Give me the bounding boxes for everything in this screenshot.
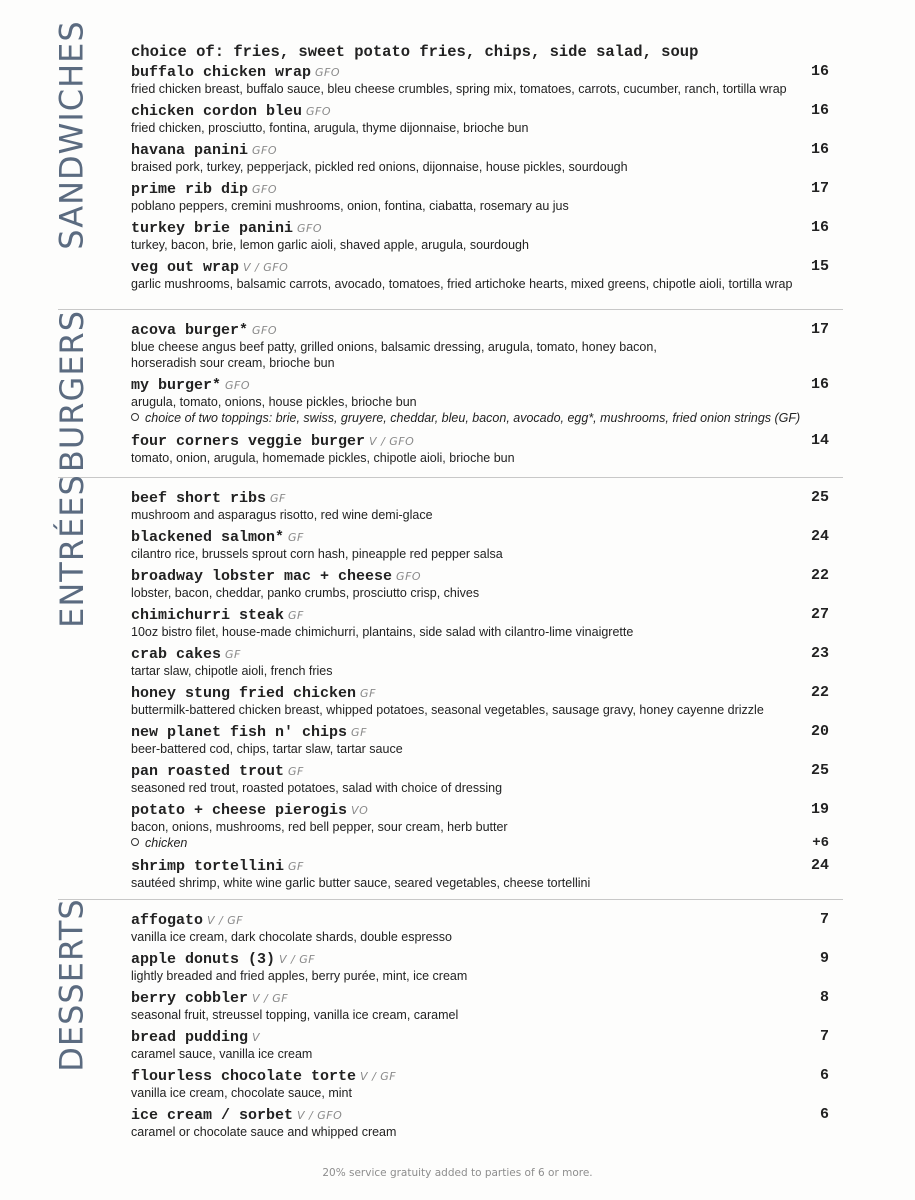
item-price: 16 — [810, 219, 829, 236]
item-name: potato + cheese pierogis — [131, 802, 348, 819]
diet-tag: GF — [288, 531, 304, 544]
item-list — [131, 488, 831, 895]
item-description: beer-battered cod, chips, tartar slaw, tartar sauce — [131, 742, 403, 756]
item-description: cilantro rice, brussels sprout corn hash, pineapple red pepper salsa — [131, 547, 503, 561]
item-description: 10oz bistro filet, house-made chimichurri, plantains, side salad with cilantro-lime vinaigrette — [131, 625, 634, 639]
section-divider — [58, 899, 843, 900]
menu-item — [131, 218, 831, 253]
diet-tag: V / GFO — [243, 261, 289, 274]
menu-item — [131, 140, 831, 175]
diet-tag: GF — [270, 492, 286, 505]
item-name: bread pudding — [131, 1029, 249, 1046]
diet-tag: VO — [351, 804, 369, 817]
menu-item — [131, 431, 831, 466]
item-description: poblano peppers, cremini mushrooms, onion, fontina, ciabatta, rosemary au jus — [131, 199, 569, 213]
item-name: havana panini — [131, 142, 249, 159]
section-title: SANDWICHES — [53, 20, 92, 250]
diet-tag: GF — [360, 687, 376, 700]
menu-item — [131, 856, 831, 891]
item-price: 25 — [810, 489, 829, 506]
item-description: caramel or chocolate sauce and whipped cream — [131, 1125, 397, 1139]
item-list — [131, 42, 831, 296]
item-description-cont: horseradish sour cream, brioche bun — [131, 356, 335, 370]
item-name: turkey brie panini — [131, 220, 294, 237]
diet-tag: V / GFO — [297, 1109, 343, 1122]
diet-tag: GFO — [252, 324, 278, 337]
menu-item — [131, 644, 831, 679]
item-name: apple donuts (3) — [131, 951, 276, 968]
item-option-note — [131, 410, 831, 427]
item-price: 6 — [819, 1067, 829, 1084]
item-description: seasonal fruit, streussel topping, vanilla ice cream, caramel — [131, 1008, 459, 1022]
diet-tag: GFO — [252, 183, 278, 196]
item-price: 24 — [810, 528, 829, 545]
section-title: ENTRÉES — [53, 473, 91, 628]
menu-item — [131, 722, 831, 757]
section-label-sandwiches — [52, 20, 92, 250]
option-text: choice of two toppings: brie, swiss, gruyere, cheddar, bleu, bacon, avocado, egg*, mushrooms, fried onion strings (GF) — [145, 411, 801, 425]
item-name: chimichurri steak — [131, 607, 285, 624]
item-price: 17 — [810, 321, 829, 338]
section-title: BURGERS — [53, 309, 92, 472]
item-price: 9 — [819, 950, 829, 967]
item-price: 19 — [810, 801, 829, 818]
gratuity-footnote: 20% service gratuity added to parties of 6 or more. — [322, 1167, 593, 1179]
item-description: fried chicken, prosciutto, fontina, arugula, thyme dijonnaise, brioche bun — [131, 121, 529, 135]
menu-item — [131, 257, 831, 292]
item-name: broadway lobster mac + cheese — [131, 568, 393, 585]
item-name: veg out wrap — [131, 259, 240, 276]
section-divider — [58, 477, 843, 478]
item-description: garlic mushrooms, balsamic carrots, avocado, tomatoes, fried artichoke hearts, mixed greens, chipotle aioli, tortilla wrap — [131, 277, 793, 291]
menu-item — [131, 488, 831, 523]
item-list — [131, 320, 831, 470]
diet-tag: GF — [288, 609, 304, 622]
diet-tag: V / GF — [360, 1070, 397, 1083]
diet-tag: V / GF — [279, 953, 316, 966]
item-name: acova burger* — [131, 322, 249, 339]
menu-item — [131, 375, 831, 427]
diet-tag: GFO — [315, 66, 341, 79]
item-description: mushroom and asparagus risotto, red wine demi-glace — [131, 508, 433, 522]
item-name: chicken cordon bleu — [131, 103, 303, 120]
menu-item — [131, 1027, 831, 1062]
item-list — [131, 910, 831, 1144]
diet-tag: V / GF — [252, 992, 289, 1005]
menu-item — [131, 320, 831, 371]
item-name: crab cakes — [131, 646, 222, 663]
item-description: seasoned red trout, roasted potatoes, salad with choice of dressing — [131, 781, 503, 795]
menu-item — [131, 179, 831, 214]
item-description: tartar slaw, chipotle aioli, french fries — [131, 664, 333, 678]
item-price: 8 — [819, 989, 829, 1006]
item-name: affogato — [131, 912, 204, 929]
item-description: lightly breaded and fried apples, berry purée, mint, ice cream — [131, 969, 468, 983]
item-price: 23 — [810, 645, 829, 662]
menu-item — [131, 910, 831, 945]
diet-tag: GF — [225, 648, 241, 661]
menu-item — [131, 566, 831, 601]
item-name: new planet fish n' chips — [131, 724, 348, 741]
menu-item — [131, 949, 831, 984]
item-description: buttermilk-battered chicken breast, whipped potatoes, seasonal vegetables, sausage gravy, honey cayenne drizzle — [131, 703, 764, 717]
item-name: flourless chocolate torte — [131, 1068, 357, 1085]
menu-item — [131, 761, 831, 796]
item-description: vanilla ice cream, dark chocolate shards, double espresso — [131, 930, 453, 944]
item-price: 16 — [810, 376, 829, 393]
item-price: 24 — [810, 857, 829, 874]
item-price: 7 — [819, 911, 829, 928]
item-price: 20 — [810, 723, 829, 740]
item-description: turkey, bacon, brie, lemon garlic aioli, shaved apple, arugula, sourdough — [131, 238, 529, 252]
item-description: vanilla ice cream, chocolate sauce, mint — [131, 1086, 352, 1100]
section-label-entrees — [52, 473, 92, 628]
item-name: four corners veggie burger — [131, 433, 366, 450]
menu-item — [131, 683, 831, 718]
diet-tag: GFO — [252, 144, 278, 157]
diet-tag: V / GF — [207, 914, 244, 927]
item-price: 16 — [810, 102, 829, 119]
item-price: 25 — [810, 762, 829, 779]
item-name: beef short ribs — [131, 490, 267, 507]
item-name: shrimp tortellini — [131, 858, 285, 875]
menu-item — [131, 1066, 831, 1101]
item-name: ice cream / sorbet — [131, 1107, 294, 1124]
item-description: fried chicken breast, buffalo sauce, bleu cheese crumbles, spring mix, tomatoes, carrots, cucumber, ranch, tortilla wrap — [131, 82, 787, 96]
diet-tag: GF — [351, 726, 367, 739]
diet-tag: V — [252, 1031, 261, 1044]
item-addon-note — [131, 835, 831, 852]
menu-item — [131, 62, 831, 97]
item-description: caramel sauce, vanilla ice cream — [131, 1047, 313, 1061]
addon-price: +6 — [812, 835, 829, 851]
diet-tag: GFO — [306, 105, 332, 118]
item-name: pan roasted trout — [131, 763, 285, 780]
item-price: 16 — [810, 63, 829, 80]
menu-item — [131, 800, 831, 852]
addon-text: chicken — [145, 836, 188, 850]
item-description: arugula, tomato, onions, house pickles, brioche bun — [131, 395, 417, 409]
diet-tag: V / GFO — [369, 435, 415, 448]
item-description: blue cheese angus beef patty, grilled onions, balsamic dressing, arugula, tomato, honey bacon, — [131, 340, 657, 354]
item-price: 17 — [810, 180, 829, 197]
diet-tag: GF — [288, 860, 304, 873]
item-price: 14 — [810, 432, 829, 449]
menu-item — [131, 988, 831, 1023]
section-label-desserts — [52, 898, 92, 1072]
menu-item — [131, 101, 831, 136]
item-name: prime rib dip — [131, 181, 249, 198]
item-name: berry cobbler — [131, 990, 249, 1007]
diet-tag: GFO — [225, 379, 251, 392]
menu-item — [131, 605, 831, 640]
item-description: braised pork, turkey, pepperjack, pickled red onions, dijonnaise, house pickles, sourdough — [131, 160, 628, 174]
circle-bullet-icon — [131, 413, 139, 421]
item-price: 6 — [819, 1106, 829, 1123]
diet-tag: GF — [288, 765, 304, 778]
circle-bullet-icon — [131, 838, 139, 846]
side-choice-line: choice of: fries, sweet potato fries, chips, side salad, soup — [131, 43, 699, 61]
item-description: lobster, bacon, cheddar, panko crumbs, prosciutto crisp, chives — [131, 586, 480, 600]
section-label-burgers — [52, 309, 92, 472]
diet-tag: GFO — [396, 570, 422, 583]
item-name: buffalo chicken wrap — [131, 64, 312, 81]
section-title: DESSERTS — [53, 898, 91, 1072]
menu-item — [131, 527, 831, 562]
section-divider — [58, 309, 843, 310]
item-price: 15 — [810, 258, 829, 275]
item-description: sautéed shrimp, white wine garlic butter sauce, seared vegetables, cheese tortellini — [131, 876, 591, 890]
item-name: blackened salmon* — [131, 529, 285, 546]
item-price: 27 — [810, 606, 829, 623]
item-price: 7 — [819, 1028, 829, 1045]
item-price: 22 — [810, 684, 829, 701]
item-name: my burger* — [131, 377, 222, 394]
item-description: bacon, onions, mushrooms, red bell pepper, sour cream, herb butter — [131, 820, 508, 834]
item-description: tomato, onion, arugula, homemade pickles, chipotle aioli, brioche bun — [131, 451, 515, 465]
menu-item — [131, 1105, 831, 1140]
item-price: 22 — [810, 567, 829, 584]
item-name: honey stung fried chicken — [131, 685, 357, 702]
diet-tag: GFO — [297, 222, 323, 235]
item-price: 16 — [810, 141, 829, 158]
